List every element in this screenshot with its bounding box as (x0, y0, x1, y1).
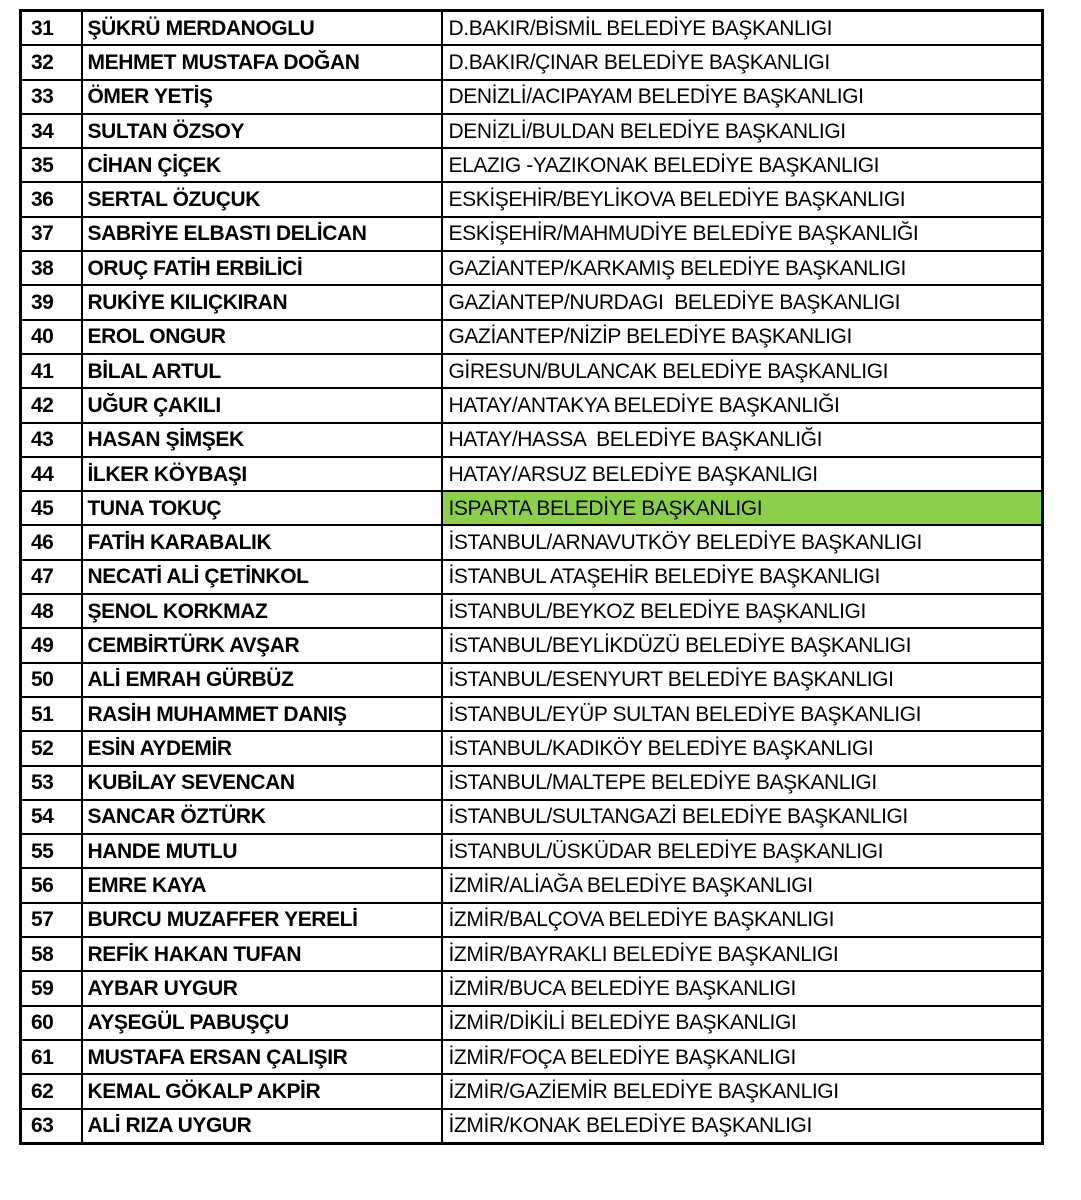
office-cell: İSTANBUL/ARNAVUTKÖY BELEDİYE BAŞKANLIGI (442, 525, 1043, 559)
table-row (21, 800, 1043, 834)
name-cell: ORUÇ FATİH ERBİLİCİ (82, 251, 442, 285)
office-cell: İSTANBUL/BEYLİKDÜZÜ BELEDİYE BAŞKANLIGI (442, 628, 1043, 662)
office-cell: GAZİANTEP/NURDAGI BELEDİYE BAŞKANLIGI (442, 285, 1043, 319)
table-row (21, 1006, 1043, 1040)
table-row (21, 731, 1043, 765)
table-body (21, 11, 1043, 1144)
row-number-cell: 32 (21, 45, 82, 79)
table-row (21, 251, 1043, 285)
table-row (21, 1040, 1043, 1074)
office-cell: D.BAKIR/BİSMİL BELEDİYE BAŞKANLIGI (442, 11, 1043, 46)
table-row (21, 868, 1043, 902)
table-row (21, 182, 1043, 216)
table-row (21, 628, 1043, 662)
name-cell: RUKİYE KILIÇKIRAN (82, 285, 442, 319)
name-cell: KEMAL GÖKALP AKPİR (82, 1074, 442, 1108)
row-number-cell: 53 (21, 766, 82, 800)
row-number-cell: 44 (21, 457, 82, 491)
row-number-cell: 40 (21, 320, 82, 354)
office-cell: HATAY/HASSA BELEDİYE BAŞKANLIĞI (442, 423, 1043, 457)
office-cell: İSTANBUL/MALTEPE BELEDİYE BAŞKANLIGI (442, 766, 1043, 800)
table-row (21, 1074, 1043, 1108)
table-row (21, 11, 1043, 46)
office-cell: GAZİANTEP/KARKAMIŞ BELEDİYE BAŞKANLIGI (442, 251, 1043, 285)
row-number-cell: 61 (21, 1040, 82, 1074)
row-number-cell: 63 (21, 1109, 82, 1144)
row-number-cell: 59 (21, 971, 82, 1005)
name-cell: MUSTAFA ERSAN ÇALIŞIR (82, 1040, 442, 1074)
office-cell: GAZİANTEP/NİZİP BELEDİYE BAŞKANLIGI (442, 320, 1043, 354)
office-cell: GİRESUN/BULANCAK BELEDİYE BAŞKANLIGI (442, 354, 1043, 388)
office-cell: İSTANBUL/SULTANGAZİ BELEDİYE BAŞKANLIGI (442, 800, 1043, 834)
row-number-cell: 34 (21, 114, 82, 148)
office-cell: ELAZIG -YAZIKONAK BELEDİYE BAŞKANLIGI (442, 148, 1043, 182)
table-row (21, 388, 1043, 422)
name-cell: MEHMET MUSTAFA DOĞAN (82, 45, 442, 79)
name-cell: REFİK HAKAN TUFAN (82, 937, 442, 971)
name-cell: BİLAL ARTUL (82, 354, 442, 388)
name-cell: EMRE KAYA (82, 868, 442, 902)
row-number-cell: 57 (21, 903, 82, 937)
table-row (21, 45, 1043, 79)
row-number-cell: 42 (21, 388, 82, 422)
table-row (21, 525, 1043, 559)
table-row (21, 354, 1043, 388)
office-cell: İSTANBUL/ESENYURT BELEDİYE BAŞKANLIGI (442, 663, 1043, 697)
office-cell: ESKİŞEHİR/BEYLİKOVA BELEDİYE BAŞKANLIGI (442, 182, 1043, 216)
row-number-cell: 58 (21, 937, 82, 971)
name-cell: FATİH KARABALIK (82, 525, 442, 559)
name-cell: İLKER KÖYBAŞI (82, 457, 442, 491)
name-cell: ALİ EMRAH GÜRBÜZ (82, 663, 442, 697)
office-cell: ESKİŞEHİR/MAHMUDİYE BELEDİYE BAŞKANLIĞI (442, 217, 1043, 251)
table-row (21, 1109, 1043, 1144)
row-number-cell: 49 (21, 628, 82, 662)
office-cell: İZMİR/GAZİEMİR BELEDİYE BAŞKANLIGI (442, 1074, 1043, 1108)
name-cell: SABRİYE ELBASTI DELİCAN (82, 217, 442, 251)
office-cell: İSTANBUL/EYÜP SULTAN BELEDİYE BAŞKANLIGI (442, 697, 1043, 731)
name-cell: ESİN AYDEMİR (82, 731, 442, 765)
table-row (21, 903, 1043, 937)
row-number-cell: 45 (21, 491, 82, 525)
name-cell: CİHAN ÇİÇEK (82, 148, 442, 182)
name-cell: ÖMER YETİŞ (82, 80, 442, 114)
name-cell: UĞUR ÇAKILI (82, 388, 442, 422)
roster-table (19, 9, 1044, 1145)
office-cell: ISPARTA BELEDİYE BAŞKANLIGI (442, 491, 1043, 525)
name-cell: HASAN ŞİMŞEK (82, 423, 442, 457)
name-cell: HANDE MUTLU (82, 834, 442, 868)
office-cell: İZMİR/DİKİLİ BELEDİYE BAŞKANLIGI (442, 1006, 1043, 1040)
office-cell: D.BAKIR/ÇINAR BELEDİYE BAŞKANLIGI (442, 45, 1043, 79)
office-cell: HATAY/ANTAKYA BELEDİYE BAŞKANLIĞI (442, 388, 1043, 422)
office-cell: İZMİR/BAYRAKLI BELEDİYE BAŞKANLIGI (442, 937, 1043, 971)
table-row (21, 697, 1043, 731)
row-number-cell: 36 (21, 182, 82, 216)
row-number-cell: 37 (21, 217, 82, 251)
row-number-cell: 31 (21, 11, 82, 46)
table-row (21, 320, 1043, 354)
table-row (21, 766, 1043, 800)
table-row (21, 114, 1043, 148)
name-cell: TUNA TOKUÇ (82, 491, 442, 525)
name-cell: SERTAL ÖZUÇUK (82, 182, 442, 216)
table-row (21, 834, 1043, 868)
row-number-cell: 46 (21, 525, 82, 559)
office-cell: İSTANBUL/ÜSKÜDAR BELEDİYE BAŞKANLIGI (442, 834, 1043, 868)
name-cell: SANCAR ÖZTÜRK (82, 800, 442, 834)
table-row (21, 457, 1043, 491)
office-cell: İZMİR/BALÇOVA BELEDİYE BAŞKANLIGI (442, 903, 1043, 937)
row-number-cell: 54 (21, 800, 82, 834)
row-number-cell: 52 (21, 731, 82, 765)
table-row (21, 148, 1043, 182)
row-number-cell: 48 (21, 594, 82, 628)
table-row (21, 560, 1043, 594)
name-cell: CEMBİRTÜRK AVŞAR (82, 628, 442, 662)
row-number-cell: 55 (21, 834, 82, 868)
name-cell: EROL ONGUR (82, 320, 442, 354)
office-cell: DENİZLİ/BULDAN BELEDİYE BAŞKANLIGI (442, 114, 1043, 148)
office-cell: İZMİR/KONAK BELEDİYE BAŞKANLIGI (442, 1109, 1043, 1144)
row-number-cell: 62 (21, 1074, 82, 1108)
table-row (21, 594, 1043, 628)
name-cell: ALİ RIZA UYGUR (82, 1109, 442, 1144)
row-number-cell: 38 (21, 251, 82, 285)
office-cell: İSTANBUL/KADIKÖY BELEDİYE BAŞKANLIGI (442, 731, 1043, 765)
row-number-cell: 35 (21, 148, 82, 182)
name-cell: ŞENOL KORKMAZ (82, 594, 442, 628)
name-cell: RASİH MUHAMMET DANIŞ (82, 697, 442, 731)
office-cell: İZMİR/BUCA BELEDİYE BAŞKANLIGI (442, 971, 1043, 1005)
row-number-cell: 50 (21, 663, 82, 697)
table-row (21, 937, 1043, 971)
table-row (21, 971, 1043, 1005)
table-row (21, 217, 1043, 251)
office-cell: İZMİR/FOÇA BELEDİYE BAŞKANLIGI (442, 1040, 1043, 1074)
table-row (21, 491, 1043, 525)
name-cell: ŞÜKRÜ MERDANOGLU (82, 11, 442, 46)
office-cell: İZMİR/ALİAĞA BELEDİYE BAŞKANLIGI (442, 868, 1043, 902)
name-cell: SULTAN ÖZSOY (82, 114, 442, 148)
table-row (21, 285, 1043, 319)
name-cell: AYŞEGÜL PABUŞÇU (82, 1006, 442, 1040)
row-number-cell: 39 (21, 285, 82, 319)
name-cell: NECATİ ALİ ÇETİNKOL (82, 560, 442, 594)
name-cell: AYBAR UYGUR (82, 971, 442, 1005)
row-number-cell: 43 (21, 423, 82, 457)
office-cell: İSTANBUL/BEYKOZ BELEDİYE BAŞKANLIGI (442, 594, 1043, 628)
row-number-cell: 47 (21, 560, 82, 594)
table-row (21, 423, 1043, 457)
row-number-cell: 41 (21, 354, 82, 388)
row-number-cell: 51 (21, 697, 82, 731)
office-cell: İSTANBUL ATAŞEHİR BELEDİYE BAŞKANLIGI (442, 560, 1043, 594)
table-row (21, 80, 1043, 114)
name-cell: BURCU MUZAFFER YERELİ (82, 903, 442, 937)
table-row (21, 663, 1043, 697)
office-cell: HATAY/ARSUZ BELEDİYE BAŞKANLIGI (442, 457, 1043, 491)
row-number-cell: 56 (21, 868, 82, 902)
office-cell: DENİZLİ/ACIPAYAM BELEDİYE BAŞKANLIGI (442, 80, 1043, 114)
row-number-cell: 33 (21, 80, 82, 114)
row-number-cell: 60 (21, 1006, 82, 1040)
name-cell: KUBİLAY SEVENCAN (82, 766, 442, 800)
